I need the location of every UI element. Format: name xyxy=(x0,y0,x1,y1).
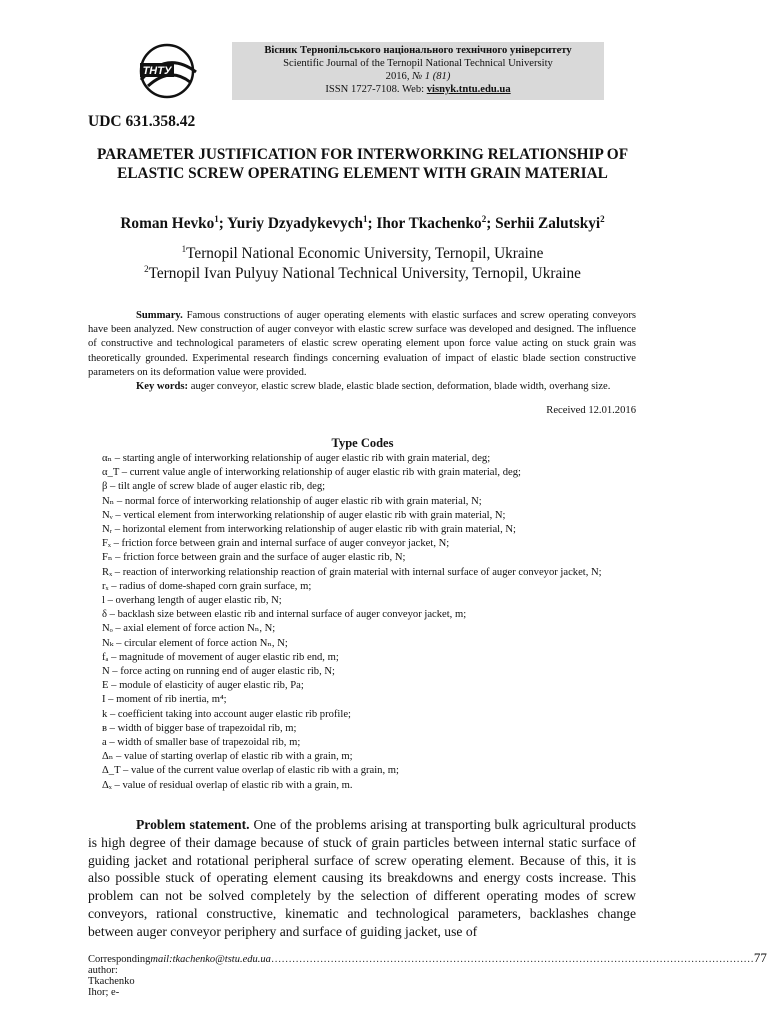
keywords-label: Key words: xyxy=(136,381,189,393)
journal-name-ua: Вісник Тернопільського національного технічного університету xyxy=(264,45,572,56)
journal-header xyxy=(232,42,604,100)
type-code-item: Δ_T – value of the current value overlap of elastic rib with a grain, m; xyxy=(102,765,399,777)
author-separator: ; xyxy=(218,215,228,232)
problem-paragraph xyxy=(88,816,636,941)
type-code-item: fₐ – magnitude of movement of auger elastic rib end, m; xyxy=(102,651,339,663)
author-separator: ; xyxy=(486,215,496,232)
summary-text: Famous constructions of auger operating elements with elastic surfaces and screw operating conveyors have been analyzed. New construction of auger conveyor with elastic screw surface was developed and designed. The influence of constructive and technological parameters of elastic screw operating element upon force value acting on stuck grain was theoretically grounded. Experimental research findings concerning evaluation of impact of elastic blade section constructive parameters on its deformation value were provided. xyxy=(88,310,636,378)
type-code-item: Fₓ – friction force between grain and internal surface of auger conveyor jacket, N; xyxy=(102,538,450,550)
author-name: Ihor Tkachenko xyxy=(376,215,482,232)
keywords-text: auger conveyor, elastic screw blade, elastic blade section, deformation, blade width, overhang size. xyxy=(188,381,611,393)
type-code-item: β – tilt angle of screw blade of auger elastic rib, deg; xyxy=(102,481,326,493)
type-code-item: l – overhang length of auger elastic rib, N; xyxy=(102,595,282,607)
summary-paragraph xyxy=(88,309,636,380)
type-codes-list xyxy=(88,452,636,793)
type-code-item: Rₓ – reaction of interworking relationship reaction of grain material with internal surface of auger conveyor jacket, N; xyxy=(102,566,602,578)
paper-title: PARAMETER JUSTIFICATION FOR INTERWORKING RELATIONSHIP OF ELASTIC SCREW OPERATING ELEMENT WITH GRAIN MATERIAL xyxy=(96,146,629,182)
type-code-item: αₙ – starting angle of interworking relationship of auger elastic rib with grain material, deg; xyxy=(102,453,491,464)
author-affiliation-mark: 1 xyxy=(214,213,219,224)
type-code-item: Nᵥ – vertical element from interworking relationship of auger elastic rib with grain material, N; xyxy=(102,509,506,521)
type-code-item: N – force acting on running end of auger elastic rib, N; xyxy=(102,666,335,678)
author-separator: ; xyxy=(367,215,377,232)
journal-logo xyxy=(134,42,200,100)
author-name: Roman Hevko xyxy=(120,215,215,232)
author-affiliation-mark: 1 xyxy=(363,213,368,224)
footer-leader-dots: ………………………………………………………………………………………………………………………… xyxy=(270,954,754,965)
page-footer xyxy=(88,950,767,998)
author-list xyxy=(90,215,635,233)
journal-website-link[interactable]: visnyk.tntu.edu.ua xyxy=(426,84,511,95)
author-email[interactable]: mail:tkachenko@tstu.edu.ua xyxy=(150,954,271,965)
journal-issn: ISSN 1727-7108. Web: visnyk.tntu.edu.ua xyxy=(325,84,511,95)
type-code-item: Δₙ – value of starting overlap of elastic rib with a grain, m; xyxy=(102,751,353,763)
type-code-item: k – coefficient taking into account auger elastic rib profile; xyxy=(102,708,351,720)
journal-issue: 2016, № 1 (81) xyxy=(385,71,451,82)
problem-text: One of the problems arising at transporting bulk agricultural products is high degree of their damage because of stuck of grain particles between internal static surface of guiding jacket and rotational peripheral surface of screw operating element. Because of this, it is also possible stuck of operating element causing its breakdowns and energy costs increase. This problem can not be solved completely by the selection of different operating modes of screw conveyors, rational constructive, kinematic and technological parameters, backlashes change between auger conveyor periphery and surface of guiding jacket, use of xyxy=(88,817,637,939)
type-code-item: Nᵣ – horizontal element from interworking relationship of auger elastic rib with grain material, N; xyxy=(102,524,516,536)
affiliation: $^2$Ternopil Ivan Pulyuy National Technical University, Ternopil, Ukraine xyxy=(144,263,581,282)
type-code-item: Nₒ – axial element of force action Nₙ, N; xyxy=(102,623,276,635)
received-date: Received 12.01.2016 xyxy=(546,405,636,416)
type-code-item: в – width of bigger base of trapezoidal rib, m; xyxy=(102,722,297,734)
type-code-item: E – module of elasticity of auger elastic rib, Pa; xyxy=(102,680,304,692)
author-affiliation-mark: 2 xyxy=(600,213,605,224)
corresponding-author: Corresponding author: Tkachenko Ihor; e- xyxy=(88,954,151,998)
type-code-item: Fₙ – friction force between grain and the surface of auger elastic rib, N; xyxy=(102,552,406,564)
author-name: Yuriy Dzyadykevych xyxy=(227,215,363,232)
type-code-item: α_T – current value angle of interworking relationship of auger elastic rib with grain material, deg; xyxy=(102,467,521,479)
problem-statement xyxy=(88,816,636,941)
type-code-item: Nₖ – circular element of force action Nₙ, N; xyxy=(102,637,288,649)
author-name: Serhii Zalutskyi xyxy=(495,215,601,232)
udc-code: UDC 631.358.42 xyxy=(88,113,196,130)
problem-label: Problem statement. xyxy=(136,817,250,832)
type-code-item: δ – backlash size between elastic rib and internal surface of auger conveyor jacket, m; xyxy=(102,609,467,621)
type-codes-heading: Type Codes xyxy=(331,436,394,450)
keywords-paragraph xyxy=(88,380,636,394)
type-code-item: a – width of smaller base of trapezoidal rib, m; xyxy=(102,737,301,749)
journal-name-en: Scientific Journal of the Ternopil National Technical University xyxy=(283,58,553,69)
affiliation: $^1$Ternopil National Economic University, Ternopil, Ukraine xyxy=(181,243,544,262)
logo-text: ТНТУ xyxy=(142,65,172,77)
summary-label: Summary. xyxy=(136,310,183,321)
type-code-item: Δₓ – value of residual overlap of elastic rib with a grain, m. xyxy=(102,779,353,791)
type-code-item: rₓ – radius of dome-shaped corn grain surface, m; xyxy=(102,580,312,592)
type-code-item: Nₙ – normal force of interworking relationship of auger elastic rib with grain material, N; xyxy=(102,495,482,507)
abstract xyxy=(88,309,636,394)
author-affiliation-mark: 2 xyxy=(481,213,487,224)
affiliation-list xyxy=(90,244,635,284)
page-number: 77 xyxy=(753,950,767,965)
type-code-item: I – moment of rib inertia, m⁴; xyxy=(102,694,227,706)
